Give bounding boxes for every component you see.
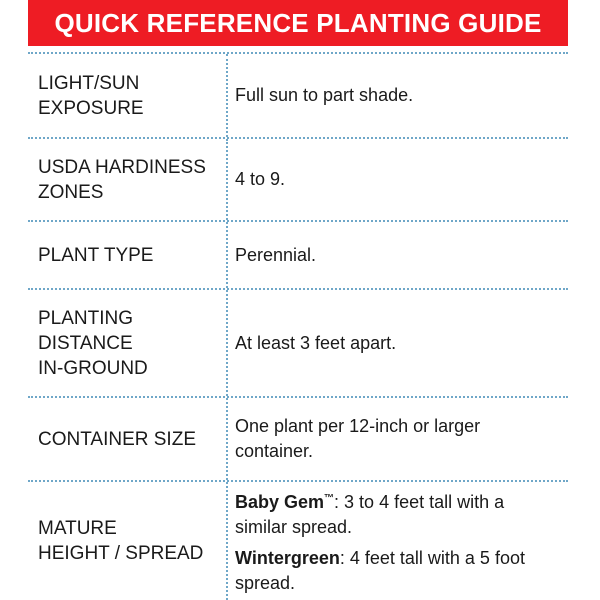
row-value: Full sun to part shade. (235, 85, 414, 105)
row-label: CONTAINER SIZE (28, 398, 228, 480)
variety-description: : 3 to 4 feet tall with a similar spread. (235, 492, 505, 537)
table-row-container-size (28, 396, 568, 480)
row-label: LIGHT/SUN EXPOSURE (28, 54, 228, 137)
row-value: One plant per 12-inch or larger container. (235, 416, 481, 461)
page-title: QUICK REFERENCE PLANTING GUIDE (54, 7, 542, 38)
variety-description: : 4 feet tall with a 5 foot spread. (235, 548, 525, 593)
row-value: At least 3 feet apart. (235, 332, 397, 353)
variety-entry (235, 486, 560, 540)
table-row-hardiness (28, 137, 568, 220)
row-value: Perennial. (235, 244, 317, 265)
variety-entry (235, 546, 560, 596)
row-label: PLANTING DISTANCE IN-GROUND (28, 290, 228, 396)
table-row-mature-size (28, 480, 568, 600)
table-row-planting-distance (28, 288, 568, 396)
row-label: USDA HARDINESS ZONES (28, 139, 228, 220)
row-label: PLANT TYPE (28, 222, 228, 288)
variety-name: Baby Gem (235, 492, 325, 512)
table-row-light (28, 52, 568, 137)
variety-name: Wintergreen (235, 548, 340, 568)
title-banner (28, 0, 568, 46)
row-label: MATURE HEIGHT / SPREAD (28, 482, 228, 600)
row-value: 4 to 9. (235, 169, 286, 189)
trademark-mark: ™ (324, 493, 335, 504)
planting-guide-table (28, 52, 568, 600)
row-value (228, 482, 568, 600)
table-row-plant-type (28, 220, 568, 288)
